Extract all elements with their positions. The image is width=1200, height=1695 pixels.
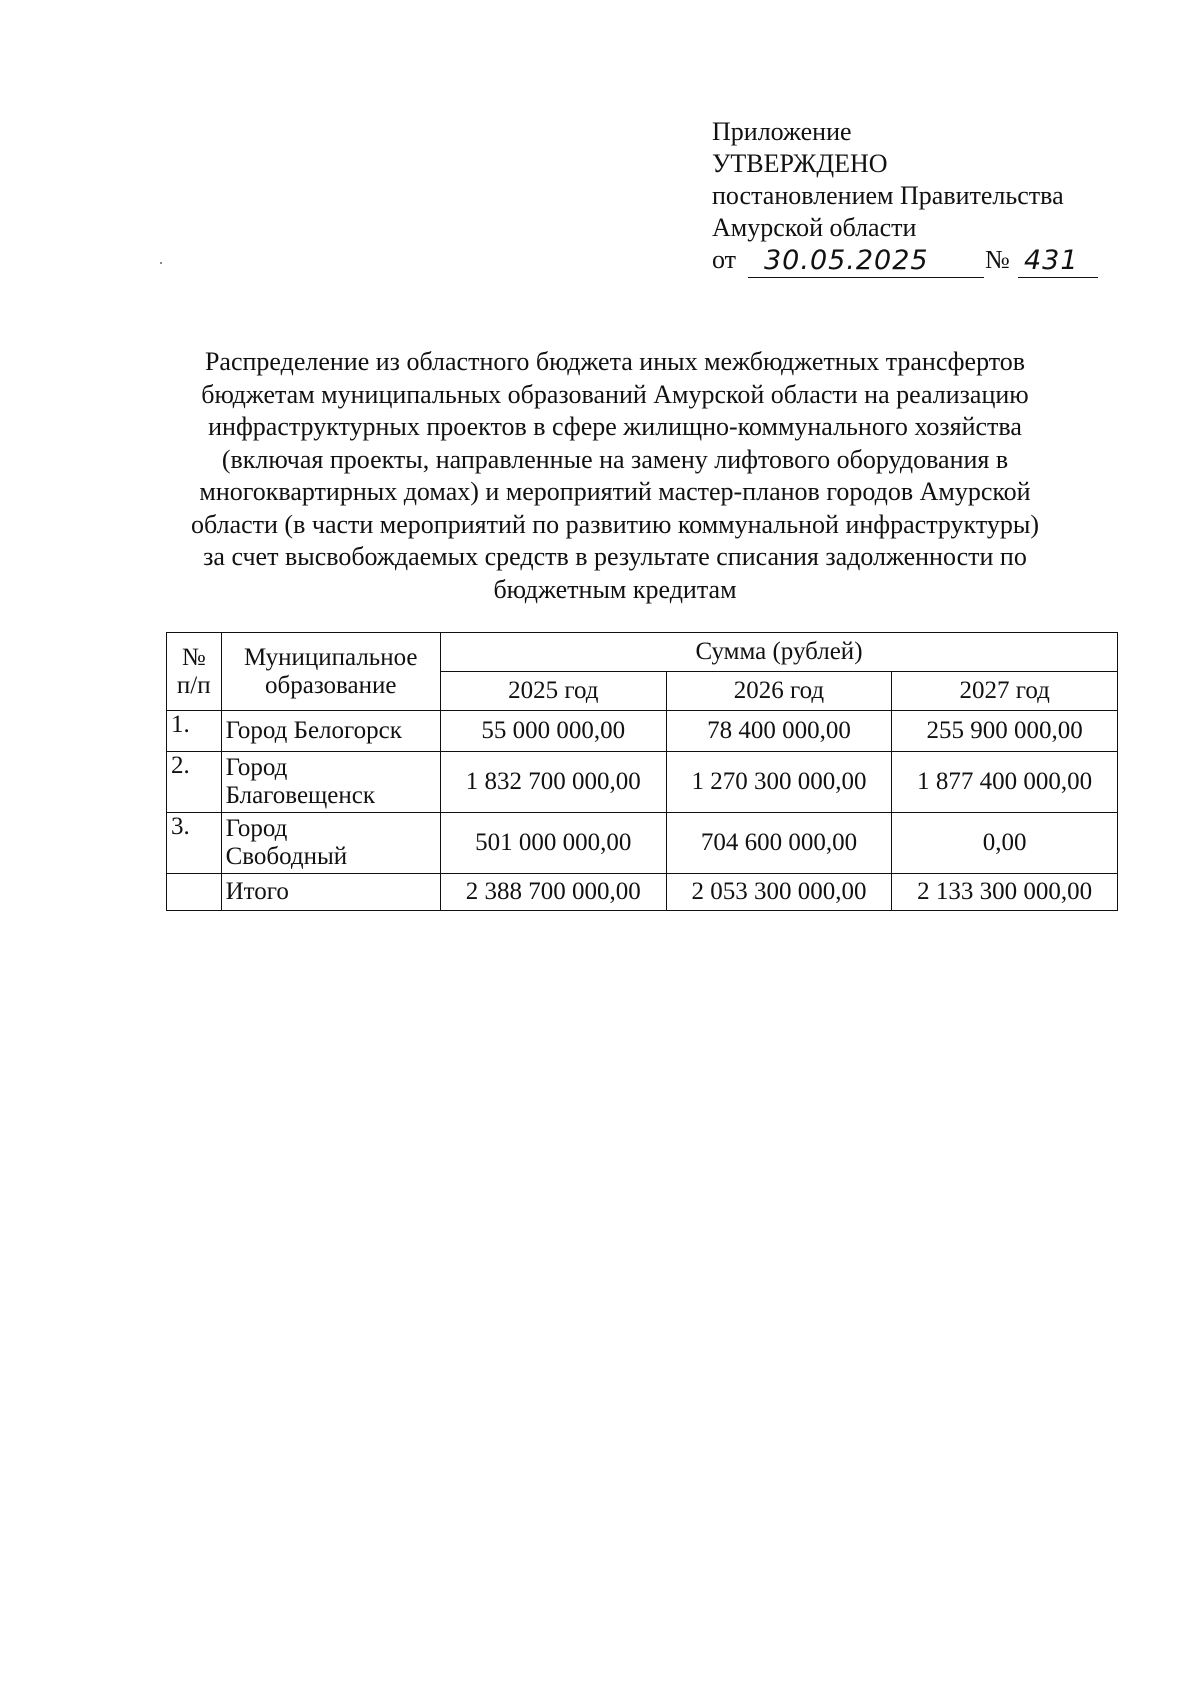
- municipality-name: Город Белогорск: [221, 711, 440, 752]
- municipality-name: [221, 813, 440, 874]
- approval-block: [712, 116, 1079, 278]
- date-field: [748, 245, 984, 278]
- table-row: [167, 813, 1118, 874]
- title-line: за счет высвобождаемых средств в результате списания задолженности по: [203, 542, 1027, 571]
- total-label: Итого: [221, 874, 440, 911]
- municipality-header-line1: Муниципальное: [244, 643, 418, 671]
- date-prefix: от: [712, 245, 737, 274]
- amount-cell: 1 832 700 000,00: [440, 752, 666, 813]
- title-line: области (в части мероприятий по развитию коммунальной инфраструктуры): [191, 509, 1039, 539]
- municipality-name: [221, 752, 440, 813]
- title-line: бюджетным кредитам: [493, 574, 737, 604]
- num-header-line2: п/п: [176, 671, 211, 699]
- amount-cell: 704 600 000,00: [666, 813, 892, 874]
- amount-cell: 55 000 000,00: [440, 711, 666, 752]
- title-line: бюджетам муниципальных образований Амурской области на реализацию: [201, 379, 1029, 409]
- resolution-label: постановлением Правительства: [712, 181, 1064, 210]
- year-header: 2025 год: [440, 672, 666, 711]
- row-number: 2.: [167, 752, 222, 813]
- year-header: 2027 год: [892, 672, 1118, 711]
- municipality-name-line1: Город: [225, 754, 288, 781]
- total-amount: 2 388 700 000,00: [440, 874, 666, 911]
- table-row: [167, 711, 1118, 752]
- total-number-cell: [167, 874, 222, 911]
- title-line: инфраструктурных проектов в сфере жилищно-коммунального хозяйства: [208, 412, 1022, 441]
- document-title: [150, 346, 1080, 606]
- municipality-name-line1: Город: [225, 815, 288, 842]
- municipality-header-line2: образование: [265, 671, 397, 699]
- num-header-line1: №: [181, 643, 206, 671]
- amount-cell: 1 270 300 000,00: [666, 752, 892, 813]
- approved-label: УТВЕРЖДЕНО: [712, 149, 888, 178]
- region-label: Амурской области: [712, 213, 917, 242]
- number-label: №: [985, 245, 1010, 274]
- title-line: (включая проекты, направленные на замену лифтового оборудования в: [221, 444, 1009, 474]
- num-header: [167, 633, 222, 711]
- table-header-row: [167, 633, 1118, 672]
- title-line: Распределение из областного бюджета иных межбюджетных трансфертов: [204, 347, 1026, 376]
- handwritten-number: 431: [1024, 245, 1079, 276]
- table-row: [167, 752, 1118, 813]
- approval-date-row: [712, 244, 1079, 278]
- row-number: 3.: [167, 813, 222, 874]
- year-header: 2026 год: [666, 672, 892, 711]
- amount-cell: 501 000 000,00: [440, 813, 666, 874]
- municipality-header: [221, 633, 440, 711]
- total-amount: 2 053 300 000,00: [666, 874, 892, 911]
- scan-speck: [160, 262, 162, 264]
- amount-cell: 255 900 000,00: [892, 711, 1118, 752]
- municipality-name-line2: Свободный: [225, 843, 348, 870]
- amount-cell: 0,00: [892, 813, 1118, 874]
- row-number: 1.: [167, 711, 222, 752]
- number-field: [1018, 245, 1098, 278]
- total-amount: 2 133 300 000,00: [892, 874, 1118, 911]
- appendix-label: Приложение: [712, 117, 852, 146]
- municipality-name-line2: Благовещенск: [225, 782, 376, 809]
- handwritten-date: 30.05.2025: [764, 245, 929, 276]
- amount-cell: 1 877 400 000,00: [892, 752, 1118, 813]
- amount-cell: 78 400 000,00: [666, 711, 892, 752]
- total-row: [167, 874, 1118, 911]
- title-line: многоквартирных домах) и мероприятий мастер-планов городов Амурской: [199, 477, 1031, 506]
- budget-table: [166, 632, 1118, 911]
- sum-header: Сумма (рублей): [440, 633, 1117, 672]
